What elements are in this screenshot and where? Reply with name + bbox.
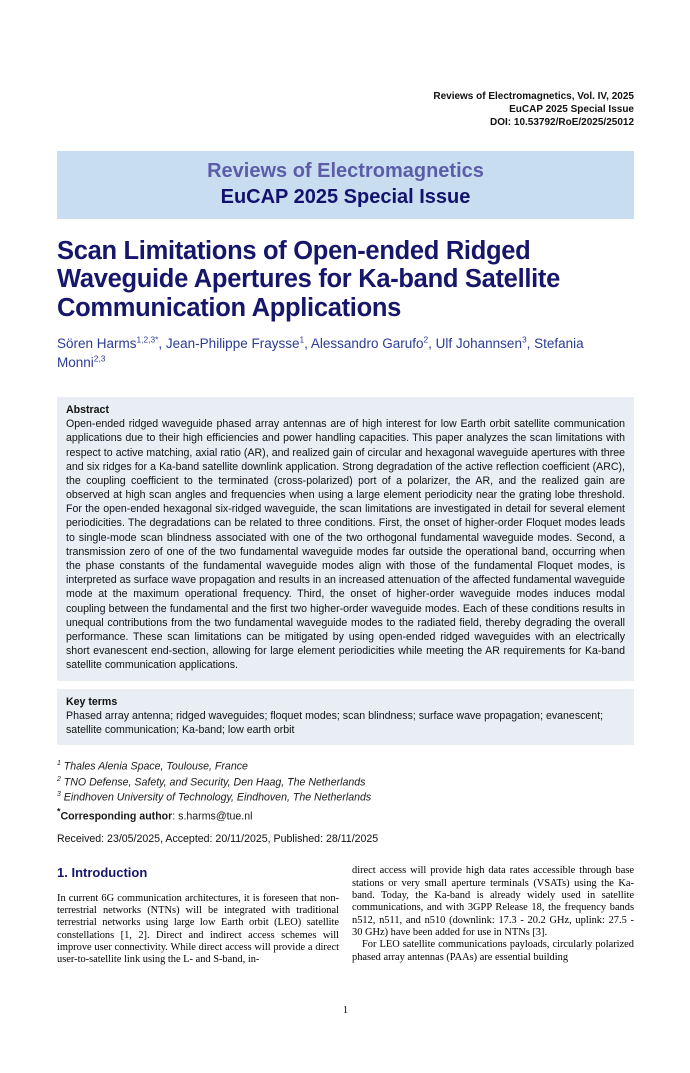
corresponding-email[interactable]: : s.harms@tue.nl	[172, 810, 253, 823]
author: Sören Harms$^{1,2,3*}$	[57, 334, 159, 352]
section-heading-introduction: 1. Introduction	[57, 865, 148, 881]
keyterms-text: Phased array antenna; ridged waveguides; floquet modes; scan blindness; surface wave propagation; evanescent; satellite communication; Ka-band; low earth orbit	[66, 709, 604, 736]
author-list: Sören Harms$^{1,2,3*}$, Jean-Philippe Fraysse$^1$, Alessandro Garufo$^2$, Ulf Johannsen$^3$, Stefania Monni$^{2,3}$	[57, 334, 584, 371]
column-left	[57, 865, 339, 966]
abstract-text: Open-ended ridged waveguide phased array antennas are of high interest for low Earth orbit satellite communication applications due to their high efficiencies and power handling capacities. This paper analyzes the scan limitations with respect to active matching, axial ratio (AR), and realized gain of circular and hexagonal waveguide apertures with three and six ridges for a Ka-band satellite downlink application. Strong degradation of the active reflection coefficient (ARC), the coupling coefficient to the terminated (cross-polarized) port of a polarizer, the AR, and the realized gain are observed at high scan angles and frequencies when using a large element periodicity near the grating lobe threshold. For the open-ended hexagonal six-ridged waveguide, the scan limitations are investigated in detail for several element periodicities. The degradations can be related to three conditions. First, the onset of higher-order Floquet modes leads to single-mode scan blindness associated with one of the two orthogonal fundamental waveguide modes. Second, a transmission zero of one of the two fundamental waveguide modes far outside the operational band, occurring when the phase constants of the fundamental waveguide modes align with those of the fundamental Floquet modes, is interpreted as surface wave propagation and results in an increased attenuation of the affected fundamental waveguide mode at the maximum operational frequency. Third, the onset of higher-order waveguide modes induces modal coupling between the fundamental and the first two higher-order waveguide modes. Each of these conditions results in unequal contributions from the two fundamental waveguide modes to the radiated field, thereby degrading the overall performance. These scan limitations can be mitigated by using open-ended ridged waveguides with an electrically short evanescent end-section, allowing for large element periodicities while meeting the AR requirements for Ka-band satellite communication applications.	[66, 418, 625, 672]
journal-masthead	[57, 0, 634, 130]
intro-paragraph-right-1: direct access will provide high data rates accessible through base stations or very small aperture terminals (VSATs) using the Ka-band. Today, the Ka-band is already widely used in satellite communications, and with 3GPP Release 18, the frequency bands n512, n511, and n510 (downlink: 17.3 - 20.2 GHz, uplink: 27.5 - 30 GHz) have been added for use in NTNs [3].	[352, 865, 634, 938]
introduction-columns	[57, 865, 634, 966]
abstract-section	[57, 397, 634, 681]
intro-paragraph-left: In current 6G communication architectures, it is foreseen that non-terrestrial networks (NTNs) will be integrated with traditional terrestrial networks using large low Earth orbit (LEO) satellite constellations [1, 2]. Direct and indirect access schemes will improve user connectivity. While direct access will provide a direct user-to-satellite link using the L- and S-band, in-	[57, 892, 339, 966]
corresponding-label: Corresponding author	[60, 810, 173, 823]
banner-issue-name: EuCAP 2025 Special Issue	[220, 185, 471, 208]
masthead-journal-line: Reviews of Electromagnetics, Vol. IV, 2025	[433, 91, 634, 102]
page-number: 1	[343, 1004, 348, 1016]
banner-journal-name: Reviews of Electromagnetics	[207, 159, 484, 182]
corresponding-author-line	[57, 806, 634, 825]
affiliation-line: $^3$ Eindhoven University of Technology, Eindhoven, The Netherlands	[57, 791, 372, 804]
affiliations-block	[57, 759, 634, 824]
dates-line: Received: 23/05/2025, Accepted: 20/11/2025, Published: 28/11/2025	[57, 833, 379, 846]
abstract-label: Abstract	[66, 403, 109, 416]
author: Ulf Johannsen$^3$	[435, 334, 527, 352]
affiliation-line: $^1$ Thales Alenia Space, Toulouse, France	[57, 760, 248, 773]
keyterms-section	[57, 689, 634, 746]
journal-banner	[57, 151, 634, 219]
affiliation-lines	[57, 759, 634, 806]
column-right	[352, 865, 634, 966]
corresponding-marker: *	[57, 806, 61, 817]
author: Stefania Monni$^{2,3}$	[57, 336, 584, 371]
paper-title: Scan Limitations of Open-ended Ridged Waveguide Apertures for Ka-band Satellite Communication Applications	[57, 236, 560, 322]
affiliation-line: $^2$ TNO Defense, Safety, and Security, Den Haag, The Netherlands	[57, 775, 366, 789]
author: Jean-Philippe Fraysse$^1$	[165, 334, 305, 352]
intro-paragraph-right-2: For LEO satellite communications payloads, circularly polarized phased array antennas (PAAs) are essential building	[352, 939, 634, 963]
masthead-doi: DOI: 10.53792/RoE/2025/25012	[490, 117, 634, 129]
keyterms-label: Key terms	[66, 695, 118, 708]
masthead-issue-line: EuCAP 2025 Special Issue	[509, 104, 634, 116]
author: Alessandro Garufo$^2$	[310, 334, 429, 352]
